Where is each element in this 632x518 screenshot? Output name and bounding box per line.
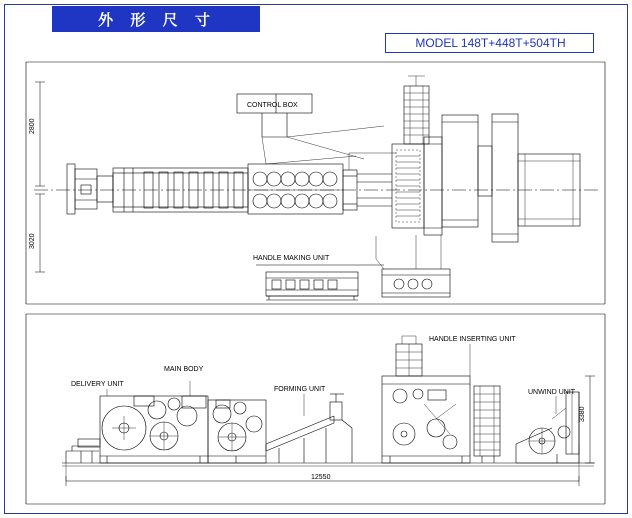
dim-12550: 12550 bbox=[311, 474, 331, 481]
label-handle-inserting-unit: HANDLE INSERTING UNIT bbox=[429, 336, 516, 343]
dim-3380: 3380 bbox=[579, 406, 586, 422]
label-unwind-unit: UNWIND UNIT bbox=[528, 389, 576, 396]
label-handle-making-unit: HANDLE MAKING UNIT bbox=[253, 255, 330, 262]
drawing-canvas bbox=[4, 4, 628, 514]
dim-3020: 3020 bbox=[29, 233, 36, 249]
label-delivery-unit: DELIVERY UNIT bbox=[71, 381, 124, 388]
dim-2800: 2800 bbox=[29, 118, 36, 134]
label-forming-unit: FORMING UNIT bbox=[274, 386, 326, 393]
label-main-body: MAIN BODY bbox=[164, 366, 204, 373]
model-label: MODEL 148T+448T+504TH bbox=[415, 36, 566, 50]
label-control-box: CONTROL BOX bbox=[247, 102, 298, 109]
page-title: 外 形 尺 寸 bbox=[98, 11, 216, 29]
